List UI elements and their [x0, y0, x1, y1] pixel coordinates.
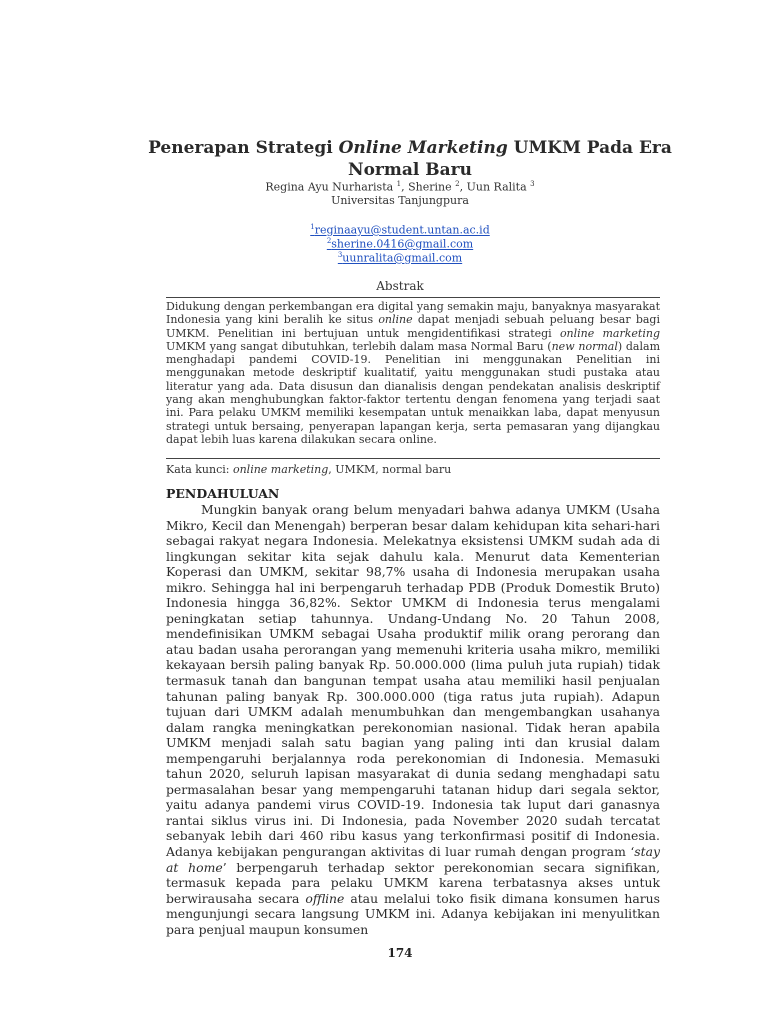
- author-sup-1: 1: [396, 180, 402, 188]
- email-sup-2: 2: [326, 237, 332, 245]
- page-number: 174: [387, 946, 413, 960]
- affiliation: Universitas Tanjungpura: [331, 194, 469, 207]
- author-sup-3: 3: [530, 180, 535, 188]
- email-address-1: reginaayu@student.untan.ac.id: [314, 223, 490, 237]
- abstract-text-3: UMKM yang sangat dibutuhkan, terlebih dalam masa Normal Baru (: [166, 339, 552, 353]
- abstract-italic-1: online: [378, 313, 413, 327]
- abstract-heading: Abstrak: [376, 279, 424, 293]
- author-name-2: , Sherine: [401, 180, 456, 194]
- keywords: [166, 463, 451, 476]
- abstract-bottom-rule: [166, 458, 660, 459]
- paper-title: [140, 137, 680, 181]
- body-text-1: Mungkin banyak orang belum menyadari bahwa adanya UMKM (Usaha Mikro, Kecil dan Menengah) berperan besar dalam kehidupan kita sehari-hari sebagai rakyat negara Indonesia. Melekatnya eksistensi UMKM sudah ada di lingkungan sekitar kita sejak dahulu kala. Menurut data Kementerian Koperasi dan UMKM, sekitar 98,7% usaha di Indonesia merupakan usaha mikro. Sehingga hal ini berpengaruh terhadap PDB (Produk Domestik Bruto) Indonesia hingga 36,82%. Sektor UMKM di Indonesia terus mengalami peningkatan setiap tahunnya. Undang-Undang No. 20 Tahun 2008, mendefinisikan UMKM sebagai Usaha produktif milik orang perorang dan atau badan usaha perorangan yang memenuhi kriteria usaha mikro, memiliki kekayaan bersih paling banyak Rp. 50.000.000 (lima puluh juta rupiah) tidak termasuk tanah dan bangunan tempat usaha atau memiliki hasil penjualan tahunan paling banyak Rp. 300.000.000 (tiga ratus juta rupiah). Adapun tujuan dari UMKM adalah menumbuhkan dan mengembangkan usahanya dalam rangka meningkatkan perekonomian nasional. Tidak heran apabila UMKM menjadi salah satu bagian yang paling inti dan krusial dalam mempengaruhi berjalannya roda perekonomian di Indonesia. Memasuki tahun 2020, seluruh lapisan masyarakat di dunia sedang menghadapi satu permasalahan besar yang mempengaruhi tatanan hidup dari segala sektor, yaitu adanya pandemi virus COVID-19. Indonesia tak luput dari ganasnya rantai siklus virus ini. Di Indonesia, pada November 2020 sudah tercatat sebanyak lebih dari 460 ribu kasus yang terkonfirmasi positif di Indonesia. Adanya kebijakan pengurangan aktivitas di luar rumah dengan program ‘: [166, 502, 660, 860]
- email-address-2: sherine.0416@gmail.com: [331, 237, 474, 251]
- keywords-label: Kata kunci:: [166, 463, 233, 476]
- email-link-2[interactable]: [0, 237, 768, 251]
- keywords-rest: , UMKM, normal baru: [328, 463, 452, 476]
- author-name-1: Regina Ayu Nurharista: [265, 180, 397, 194]
- abstract-body: [166, 300, 660, 446]
- email-sup-1: 1: [310, 223, 315, 231]
- title-text-2: UMKM Pada Era Normal Baru: [348, 138, 672, 180]
- title-text-italic: Online Marketing: [338, 138, 508, 158]
- body-text-2: ’ berpengaruh terhadap sektor perekonomian secara signifikan, termasuk kepada para pelaku UMKM karena terbatasnya akses untuk berwirausaha secara: [166, 859, 661, 906]
- section-heading: PENDAHULUAN: [166, 486, 280, 501]
- body-italic-1: stay at home: [166, 844, 660, 875]
- section-body: [166, 502, 660, 937]
- email-address-3: uunralita@gmail.com: [342, 251, 463, 265]
- abstract-italic-3: new normal: [551, 339, 618, 353]
- author-sup-2: 2: [455, 180, 460, 188]
- email-sup-3: 3: [337, 251, 343, 259]
- body-text-3: atau melalui toko fisik dimana konsumen harus mengunjungi secara langsung UMKM ini. Adanya kebijakan ini menyulitkan para penjual maupun konsumen: [166, 890, 660, 937]
- email-link-3[interactable]: [0, 251, 768, 265]
- keywords-italic: online marketing: [232, 463, 329, 476]
- title-text-1: Penerapan Strategi: [148, 138, 339, 158]
- abstract-text-2: dapat menjadi sebuah peluang besar bagi UMKM. Penelitian ini bertujuan untuk mengidentifikasi strategi: [166, 313, 660, 340]
- abstract-italic-2: online marketing: [559, 326, 660, 340]
- abstract-top-rule: [166, 297, 660, 298]
- abstract-text-1: Didukung dengan perkembangan era digital yang semakin maju, banyaknya masyarakat Indonesia yang kini beralih ke situs: [166, 300, 660, 327]
- author-list: [0, 180, 768, 194]
- email-link-1[interactable]: [0, 223, 768, 237]
- abstract-text-4: ) dalam menghadapi pandemi COVID-19. Penelitian ini menggunakan Penelitian ini menggunakan metode deskriptif kualitatif, yaitu menggunakan studi pustaka atau literatur yang ada. Data disusun dan dianalisis dengan pendekatan analisis deskriptif yang akan menghubungkan faktor-faktor tertentu dengan fenomena yang terjadi saat ini. Para pelaku UMKM memiliki kesempatan untuk menaikkan laba, dapat menyusun strategi untuk bersaing, penyerapan lapangan kerja, serta pemasaran yang dijangkau dapat lebih luas karena dilakukan secara online.: [166, 339, 661, 446]
- author-name-3: , Uun Ralita: [459, 180, 531, 194]
- body-italic-2: offline: [305, 890, 345, 906]
- body-paragraph: [166, 502, 660, 937]
